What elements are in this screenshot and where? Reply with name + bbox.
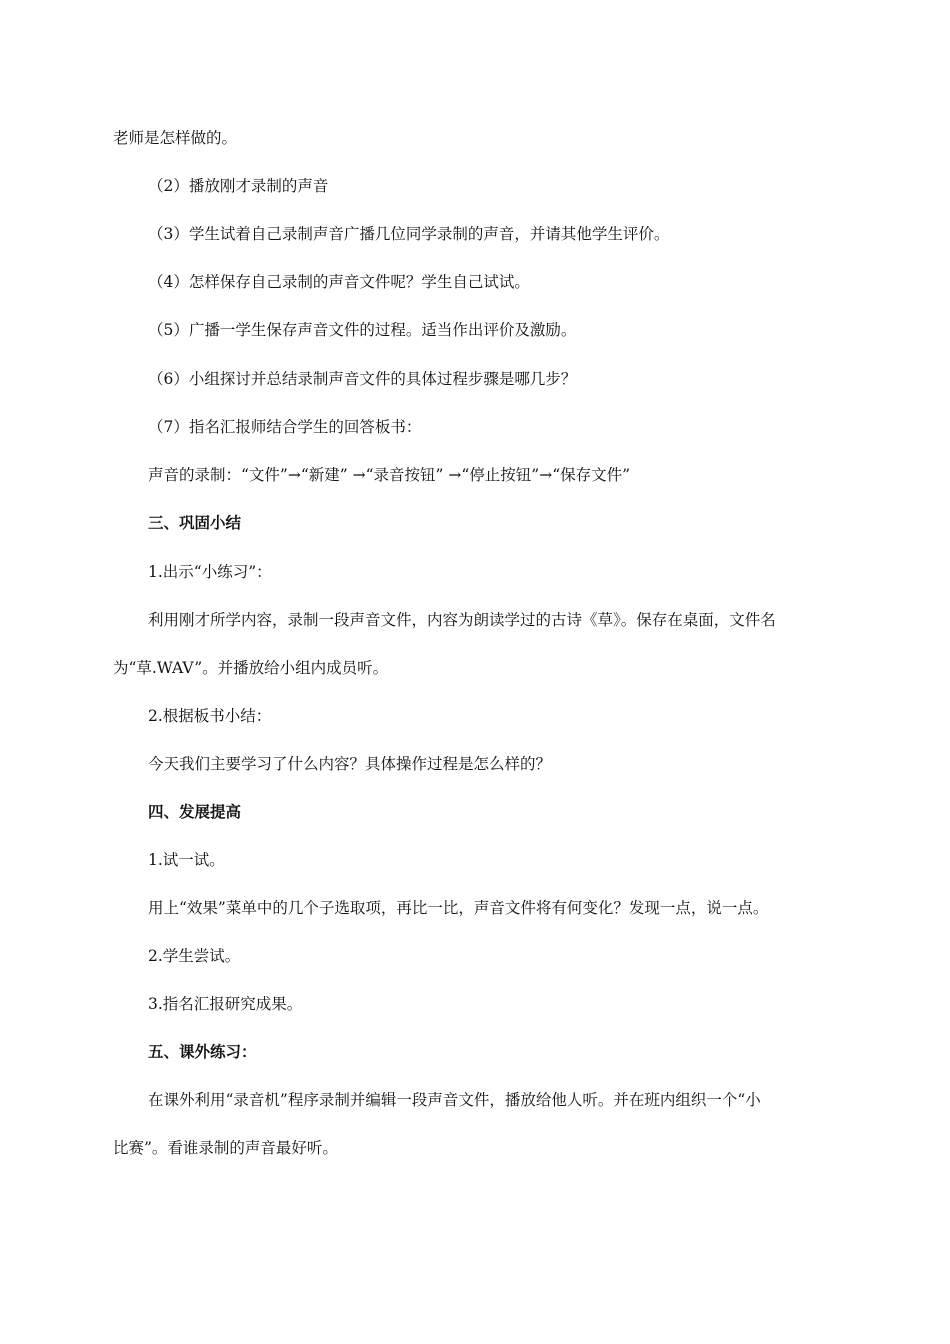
board-summary: 声音的录制：“文件”→“新建” →“录音按钮” →“停止按钮”→“保存文件” (148, 466, 631, 484)
paragraph-line: 为“草.WAV”。并播放给小组内成员听。 (113, 659, 389, 677)
section-heading: 五、课外练习： (148, 1042, 257, 1061)
paragraph-line: 比赛”。看谁录制的声音最好听。 (113, 1139, 338, 1157)
paragraph-line: 在课外利用“录音机”程序录制并编辑一段声音文件，播放给他人听。并在班内组织一个“小 (148, 1091, 761, 1109)
paragraph-line: 利用刚才所学内容，录制一段声音文件，内容为朗读学过的古诗《草》。保存在桌面，文件名 (148, 611, 776, 629)
section-heading: 三、巩固小结 (148, 513, 242, 532)
list-item: （6）小组探讨并总结录制声音文件的具体过程步骤是哪几步？ (148, 370, 577, 388)
text-line: 老师是怎样做的。 (113, 129, 238, 147)
list-item: （2）播放刚才录制的声音 (148, 177, 329, 195)
section-heading: 四、发展提高 (148, 802, 242, 821)
paragraph-line: 用上“效果”菜单中的几个子选取项，再比一比，声音文件将有何变化？发现一点，说一点。 (148, 899, 769, 917)
list-item: （4）怎样保存自己录制的声音文件呢？学生自己试试。 (148, 273, 530, 291)
list-item: （7）指名汇报师结合学生的回答板书： (148, 418, 422, 436)
text-line: 3.指名汇报研究成果。 (148, 995, 303, 1013)
text-line: 1.试一试。 (148, 851, 225, 869)
paragraph-line: 今天我们主要学习了什么内容？具体操作过程是怎么样的？ (148, 755, 552, 773)
text-line: 2.根据板书小结： (148, 707, 272, 725)
text-line: 2.学生尝试。 (148, 947, 241, 965)
list-item: （5）广播一学生保存声音文件的过程。适当作出评价及激励。 (148, 321, 577, 339)
text-line: 1.出示“小练习”： (148, 563, 272, 581)
list-item: （3）学生试着自己录制声音广播几位同学录制的声音，并请其他学生评价。 (148, 225, 670, 243)
